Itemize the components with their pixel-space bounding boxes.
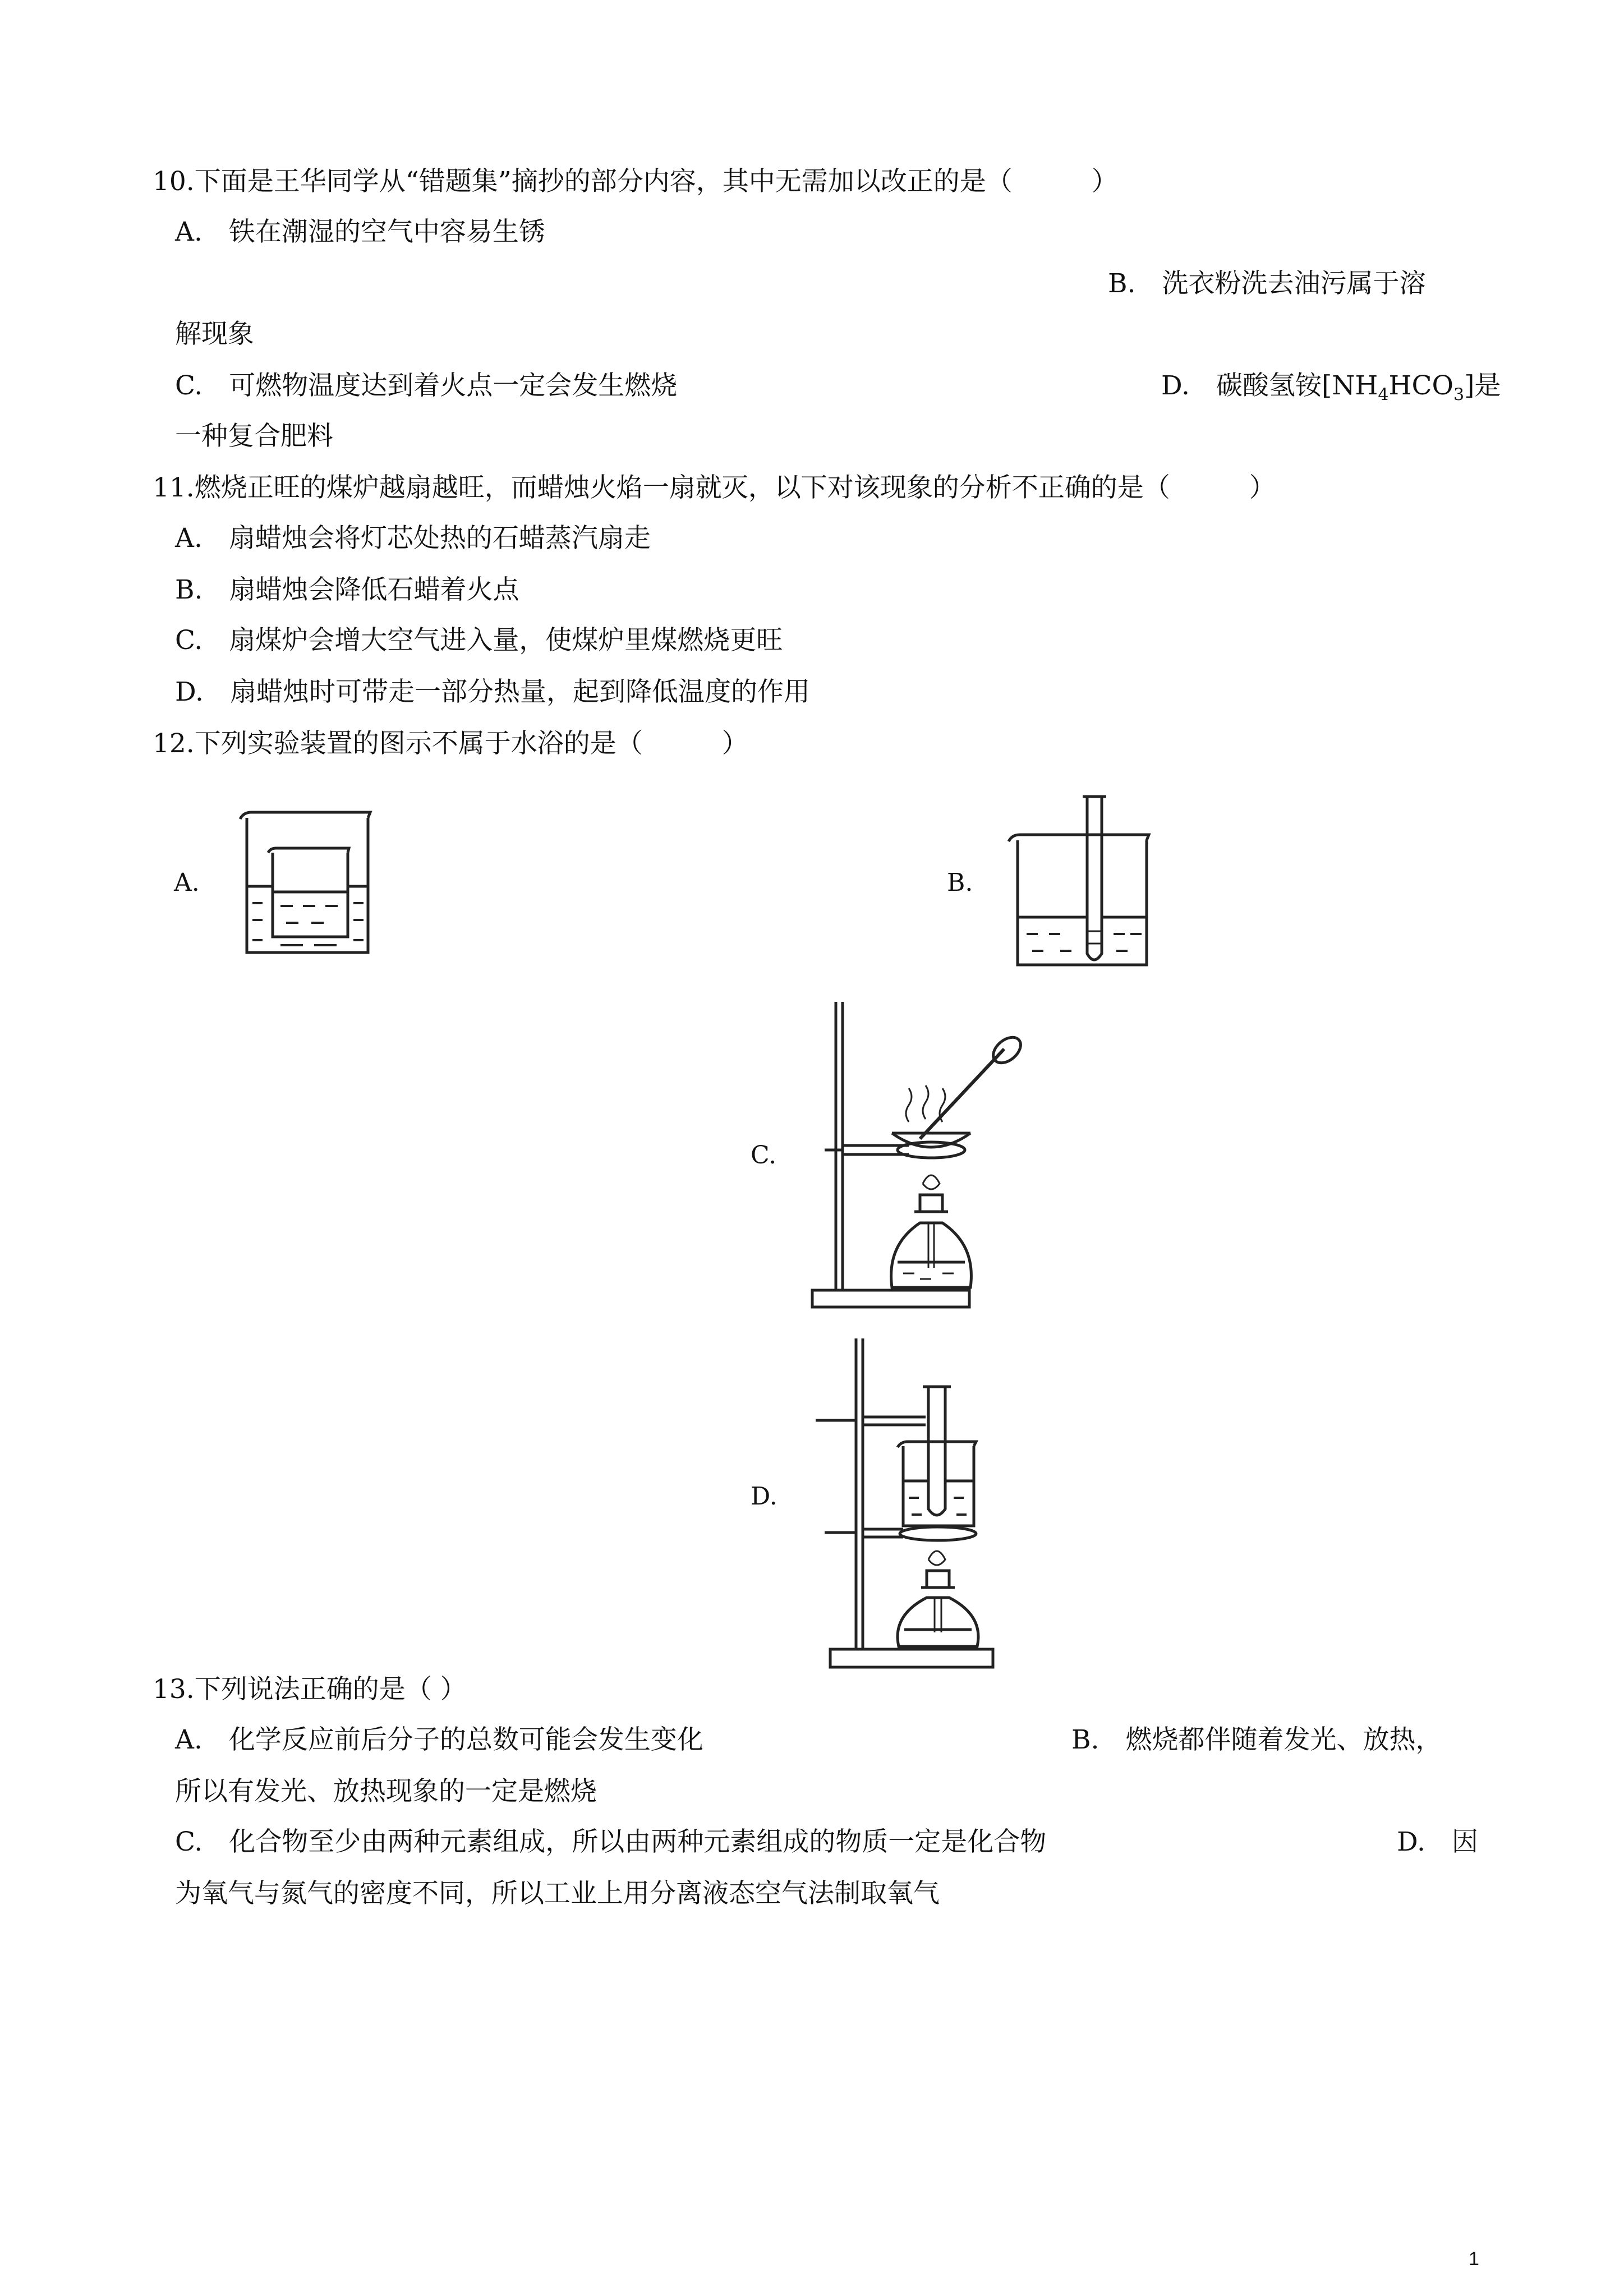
q12-label-c: C. bbox=[751, 1141, 777, 1170]
q10-option-b-continued: 解现象 bbox=[175, 319, 254, 349]
q13-option-c: C. 化合物至少由两种元素组成，所以由两种元素组成的物质一定是化合物 bbox=[175, 1826, 1047, 1857]
q10-option-d-continued: 一种复合肥料 bbox=[175, 421, 333, 452]
q10-option-b: B. 洗衣粉洗去油污属于溶 bbox=[1108, 268, 1426, 299]
q13-option-d-continued: 为氧气与氮气的密度不同，所以工业上用分离液态空气法制取氧气 bbox=[175, 1878, 940, 1909]
q11-option-c: C. 扇煤炉会增大空气进入量，使煤炉里煤燃烧更旺 bbox=[175, 625, 783, 656]
q13-option-b-continued: 所以有发光、放热现象的一定是燃烧 bbox=[175, 1776, 597, 1807]
figure-a-beaker-in-beaker bbox=[236, 808, 381, 959]
figure-b-test-tube-in-beaker bbox=[1004, 791, 1161, 970]
figure-c-evaporating-dish bbox=[808, 999, 1032, 1313]
q11-option-a: A. 扇蜡烛会将灯芯处热的石蜡蒸汽扇走 bbox=[175, 523, 651, 554]
q12-label-a: A. bbox=[174, 868, 200, 897]
q12-stem: 12.下列实验装置的图示不属于水浴的是（ ） bbox=[153, 728, 748, 759]
q13-option-a: A. 化学反应前后分子的总数可能会发生变化 bbox=[175, 1724, 703, 1755]
q12-label-d: D. bbox=[751, 1482, 778, 1511]
q11-option-b: B. 扇蜡烛会降低石蜡着火点 bbox=[175, 574, 519, 605]
q10-option-a: A. 铁在潮湿的空气中容易生锈 bbox=[175, 217, 545, 247]
q10-option-c: C. 可燃物温度达到着火点一定会发生燃烧 bbox=[175, 370, 678, 401]
q10-stem: 10.下面是王华同学从“错题集”摘抄的部分内容，其中无需加以改正的是（ ） bbox=[153, 166, 1118, 197]
q11-option-d: D. 扇蜡烛时可带走一部分热量，起到降低温度的作用 bbox=[175, 677, 810, 707]
q11-stem: 11.燃烧正旺的煤炉越扇越旺，而蜡烛火焰一扇就灭，以下对该现象的分析不正确的是（ ） bbox=[153, 472, 1276, 503]
q13-stem: 13.下列说法正确的是（ ） bbox=[153, 1674, 467, 1705]
q13-option-b: B. 燃烧都伴随着发光、放热， bbox=[1071, 1724, 1442, 1755]
q13-option-d: D. 因 bbox=[1397, 1826, 1478, 1857]
page-number: 1 bbox=[1469, 2248, 1479, 2270]
q12-label-b: B. bbox=[947, 868, 973, 897]
q10-option-d: D. 碳酸氢铵$[NH_4HCO_3]$是 bbox=[1161, 370, 1501, 405]
figure-d-water-bath bbox=[808, 1335, 1032, 1672]
